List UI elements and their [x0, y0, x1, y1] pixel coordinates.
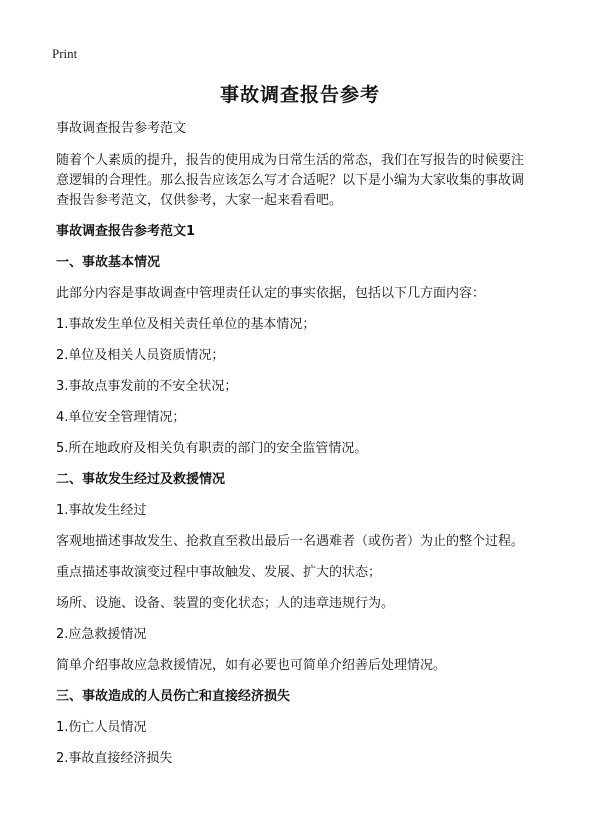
- section-heading: 一、事故基本情况: [56, 255, 161, 270]
- paragraph: 此部分内容是事故调查中管理责任认定的事实依据，包括以下几方面内容：: [56, 286, 486, 301]
- paragraph: 客观地描述事故发生、抢救直至救出最后一名遇难者（或伤者）为止的整个过程。: [56, 534, 525, 549]
- paragraph: 场所、设施、设备、装置的变化状态；人的违章违规行为。: [56, 596, 395, 611]
- intro-line: 随着个人素质的提升，报告的使用成为日常生活的常态，我们在写报告的时候要注: [56, 153, 525, 168]
- list-item: 4.单位安全管理情况；: [56, 410, 186, 425]
- document-body: [56, 119, 556, 780]
- section-heading: 三、事故造成的人员伤亡和直接经济损失: [56, 689, 291, 704]
- intro-line: 意逻辑的合理性。那么报告应该怎么写才合适呢？以下是小编为大家收集的事故调: [56, 173, 525, 188]
- document-title: 事故调查报告参考: [219, 84, 380, 106]
- list-item: 2.应急救援情况: [56, 627, 147, 642]
- section-heading: 二、事故发生经过及救援情况: [56, 472, 226, 487]
- intro-line: 查报告参考范文，仅供参考，大家一起来看看吧。: [56, 193, 343, 208]
- intro-paragraph: [56, 151, 556, 211]
- list-item: 3.事故点事发前的不安全状况；: [56, 379, 238, 394]
- list-item: 5.所在地政府及相关负有职责的部门的安全监管情况。: [56, 441, 368, 456]
- paragraph: 重点描述事故演变过程中事故触发、发展、扩大的状态；: [56, 565, 382, 580]
- document-subtitle: 事故调查报告参考范文: [56, 121, 187, 136]
- print-link[interactable]: Print: [52, 46, 78, 61]
- paragraph: 简单介绍事故应急救援情况，如有必要也可简单介绍善后处理情况。: [56, 658, 447, 673]
- section-heading: 事故调查报告参考范文1: [56, 224, 196, 239]
- list-item: 1.伤亡人员情况: [56, 720, 147, 735]
- list-item: 2.事故直接经济损失: [56, 751, 173, 766]
- list-item: 1.事故发生单位及相关责任单位的基本情况；: [56, 317, 316, 332]
- list-item: 2.单位及相关人员资质情况；: [56, 348, 225, 363]
- list-item: 1.事故发生经过: [56, 503, 147, 518]
